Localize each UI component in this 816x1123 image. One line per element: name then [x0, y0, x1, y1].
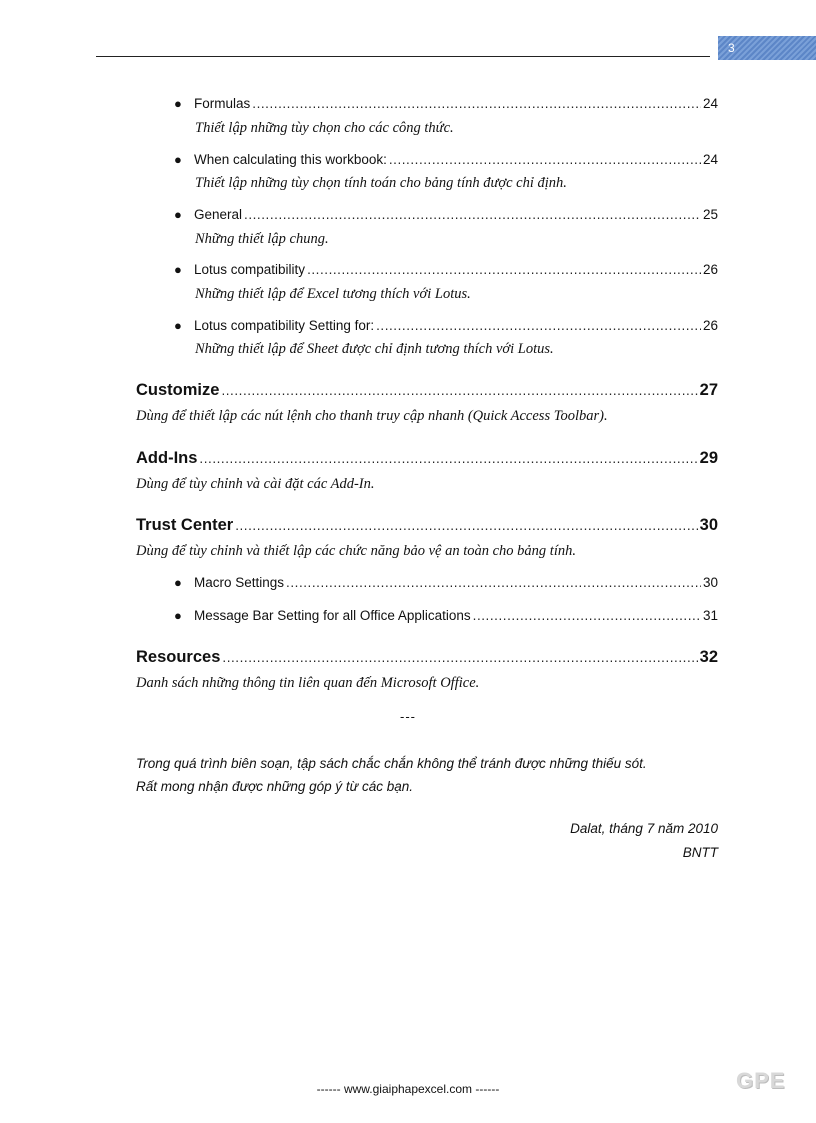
dot-leader [307, 262, 701, 277]
dot-leader [252, 96, 701, 111]
dot-leader [473, 608, 701, 623]
separator: --- [400, 709, 416, 724]
toc-desc: Danh sách những thông tin liên quan đến Microsoft Office. [136, 675, 480, 691]
toc-entry-trust-center[interactable]: Trust Center . . . 30 [136, 516, 718, 535]
gpe-logo: GPE [736, 1068, 786, 1093]
footer-site[interactable]: ------ www.giaiphapexcel.com ------ [316, 1082, 500, 1096]
bullet-icon: ● [174, 207, 182, 222]
author-note [136, 752, 718, 798]
signature-author: BNTT [682, 845, 718, 860]
dot-leader [199, 451, 697, 466]
toc-desc: Những thiết lập để Sheet được chỉ định tương thích với Lotus. [195, 341, 554, 357]
bullet-icon: ● [174, 152, 182, 167]
note-line: Rất mong nhận được những góp ý từ các bạn. [136, 779, 413, 794]
toc-desc: Dùng để tùy chỉnh và cài đặt các Add-In. [136, 476, 375, 492]
note-line: Trong quá trình biên soạn, tập sách chắc chắn không thể tránh được những thiếu sót. [136, 756, 647, 771]
toc-entry-lotus-compatibility[interactable]: ● Lotus compatibility . . . 26 [176, 262, 718, 277]
toc-desc: Những thiết lập chung. [195, 231, 329, 247]
toc-entry-general[interactable]: ● General . . . 25 [176, 207, 718, 222]
bullet-icon: ● [174, 262, 182, 277]
toc-desc: Dùng để tùy chỉnh và thiết lập các chức năng bảo vệ an toàn cho bảng tính. [136, 543, 576, 559]
bullet-icon: ● [174, 575, 182, 590]
dot-leader [376, 318, 701, 333]
dot-leader [221, 383, 697, 398]
signature-place-date: Dalat, tháng 7 năm 2010 [570, 821, 718, 836]
dot-leader [235, 518, 697, 533]
dot-leader [286, 575, 701, 590]
bullet-icon: ● [174, 608, 182, 623]
bullet-icon: ● [174, 318, 182, 333]
toc-entry-when-calculating[interactable]: ● When calculating this workbook: . . . 24 [176, 152, 718, 167]
toc-desc: Thiết lập những tùy chọn cho các công thức. [195, 120, 454, 136]
toc-entry-lotus-setting-for[interactable]: ● Lotus compatibility Setting for: . . . 26 [176, 318, 718, 333]
page-number: 3 [728, 41, 735, 55]
dot-leader [244, 207, 701, 222]
toc-entry-macro-settings[interactable]: ● Macro Settings . . . 30 [176, 575, 718, 590]
toc-entry-add-ins[interactable]: Add-Ins . . . 29 [136, 449, 718, 468]
toc-desc: Dùng để thiết lập các nút lệnh cho thanh truy cập nhanh (Quick Access Toolbar). [136, 408, 608, 424]
toc-entry-message-bar[interactable]: ● Message Bar Setting for all Office Applications . . . 31 [176, 608, 718, 623]
dot-leader [389, 152, 701, 167]
bullet-icon: ● [174, 96, 182, 111]
toc-entry-customize[interactable]: Customize . . . 27 [136, 381, 718, 400]
toc-entry-resources[interactable]: Resources . . . 32 [136, 648, 718, 667]
dot-leader [222, 650, 697, 665]
toc-desc: Thiết lập những tùy chọn tính toán cho bảng tính được chỉ định. [195, 175, 567, 191]
page-number-badge [718, 36, 816, 60]
header-rule [96, 56, 710, 57]
toc-entry-formulas[interactable]: ● Formulas . . . 24 [176, 96, 718, 111]
toc-desc: Những thiết lập để Excel tương thích với Lotus. [195, 286, 471, 302]
